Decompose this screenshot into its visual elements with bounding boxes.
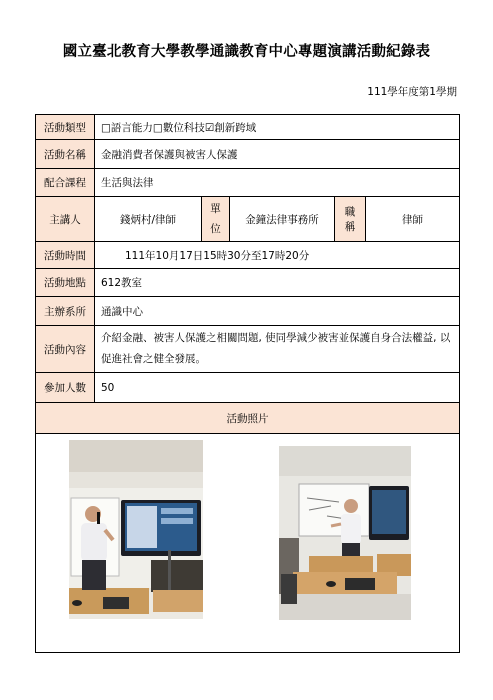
row-activity-type [36,115,460,140]
activity-photo-1 [69,440,203,619]
activity-name-value: 金融消費者保護與被害人保護 [95,140,460,169]
row-attendance [36,373,460,403]
unit-label-char-2: 位 [210,223,221,235]
location-label: 活動地點 [36,269,95,297]
activity-type-value: □語言能力□數位科技☑創新跨域 [95,115,460,140]
speaker-label: 主講人 [36,197,95,242]
time-value: 111年10月17日15時30分至17時20分 [95,242,460,269]
photo-2-illustration [279,446,411,620]
row-organizer [36,297,460,326]
page-title: 國立臺北教育大學教學通識教育中心專題演講活動紀錄表 [62,44,431,60]
photo-1-illustration [69,440,203,619]
speaker-value: 錢炳村/律師 [95,197,202,242]
content-label: 活動內容 [36,326,95,373]
content-value: 介紹金融、被害人保護之相關問題, 使同學減少被害並保護自身合法權益, 以促進社會之健全發展。 [95,326,460,373]
activity-type-label: 活動類型 [36,115,95,140]
row-time [36,242,460,269]
course-label: 配合課程 [36,169,95,197]
job-title-value: 律師 [366,197,460,242]
row-photos [36,434,460,653]
row-activity-name [36,140,460,169]
attendance-value: 50 [95,373,460,403]
unit-label [202,197,230,242]
unit-value: 金鐘法律事務所 [230,197,335,242]
activity-record-form [35,114,460,653]
row-location [36,269,460,297]
row-content [36,326,460,373]
activity-photo-2 [279,446,411,620]
photos-heading: 活動照片 [36,403,460,434]
job-title-label: 職稱 [335,197,366,242]
row-photos-heading [36,403,460,434]
unit-label-char-1: 單 [210,203,221,215]
row-course [36,169,460,197]
organizer-value: 通識中心 [95,297,460,326]
course-value: 生活與法律 [95,169,460,197]
attendance-label: 參加人數 [36,373,95,403]
time-label: 活動時間 [36,242,95,269]
row-speaker [36,197,460,242]
photos-cell [36,434,460,653]
semester-label: 111學年度第1學期 [367,86,457,98]
organizer-label: 主辦系所 [36,297,95,326]
activity-name-label: 活動名稱 [36,140,95,169]
location-value: 612教室 [95,269,460,297]
